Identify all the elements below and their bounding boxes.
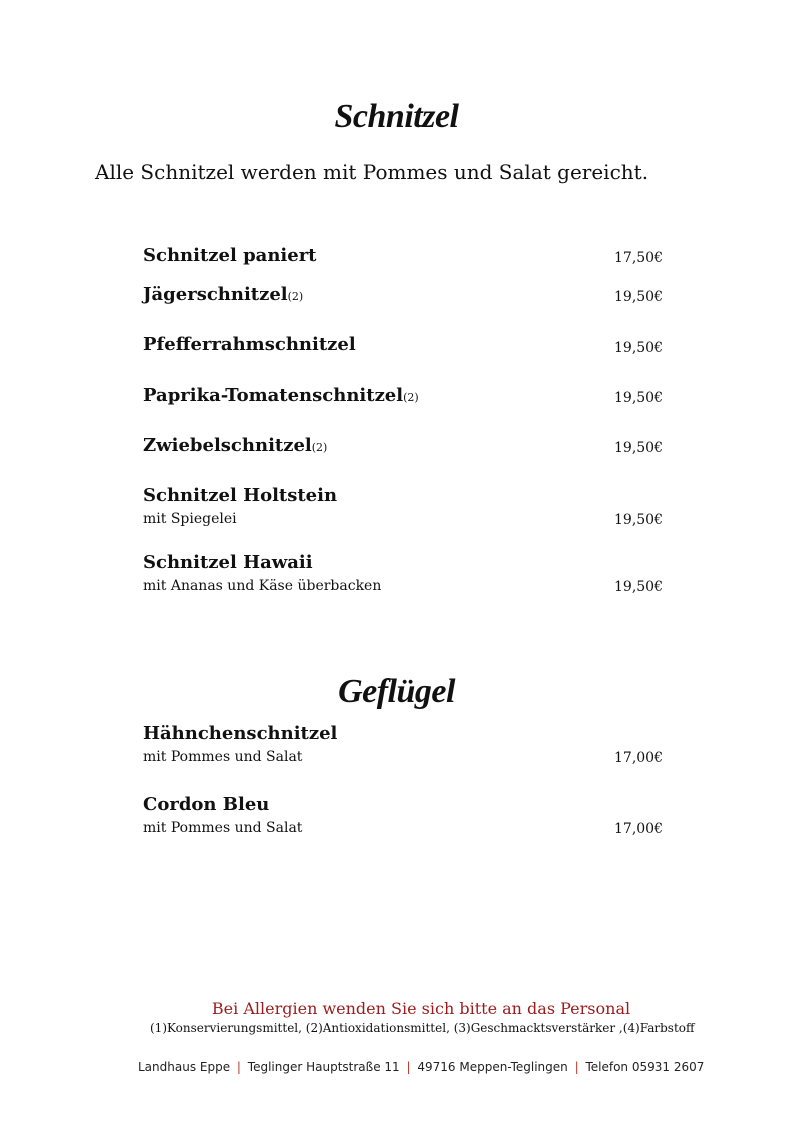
menu-item-name: Schnitzel Holtstein [143, 485, 338, 506]
footer-address [138, 1060, 704, 1074]
menu-item-description: mit Pommes und Salat [143, 820, 303, 836]
menu-item-price: 19,50€ [614, 440, 663, 456]
footer-separator: | [236, 1060, 241, 1074]
footer-city: 49716 Meppen-Teglingen [417, 1060, 568, 1074]
menu-item-name: Hähnchenschnitzel [143, 723, 338, 744]
menu-item-name: Schnitzel paniert [143, 245, 317, 266]
footer-separator: | [406, 1060, 411, 1074]
menu-item-description: mit Spiegelei [143, 511, 237, 527]
menu-item-price: 19,50€ [614, 340, 663, 356]
menu-item-price: 19,50€ [614, 390, 663, 406]
section-heading-schnitzel: Schnitzel [334, 98, 459, 135]
menu-item-description: mit Ananas und Käse überbacken [143, 578, 382, 594]
footer-separator: | [574, 1060, 579, 1074]
menu-item-price: 17,00€ [614, 821, 663, 837]
allergy-notice: Bei Allergien wenden Sie sich bitte an das Personal [211, 999, 631, 1018]
menu-item-name: Pfefferrahmschnitzel [143, 334, 356, 355]
section-heading-gefluegel: Geflügel [338, 673, 455, 710]
footer-name: Landhaus Eppe [138, 1060, 231, 1074]
section-subtitle: Alle Schnitzel werden mit Pommes und Salat gereicht. [95, 160, 649, 184]
menu-item-price: 19,50€ [614, 512, 663, 528]
menu-item-price: 17,50€ [614, 250, 663, 266]
menu-item-price: 19,50€ [614, 289, 663, 305]
menu-item-price: 19,50€ [614, 579, 663, 595]
menu-item-name: Paprika-Tomatenschnitzel(2) [143, 385, 419, 406]
footer-phone: Telefon 05931 2607 [585, 1060, 705, 1074]
menu-item-name: Jägerschnitzel(2) [143, 284, 304, 305]
footer-street: Teglinger Hauptstraße 11 [247, 1060, 400, 1074]
additive-note: (2) [311, 441, 328, 454]
additive-note: (2) [403, 391, 419, 404]
menu-item-name: Schnitzel Hawaii [143, 552, 313, 573]
additives-legend: (1)Konservierungsmittel, (2)Antioxidationsmittel, (3)Geschmacktsverstärker ,(4)Farbstoff [150, 1021, 695, 1035]
menu-item-price: 17,00€ [614, 750, 663, 766]
additive-note: (2) [287, 290, 304, 303]
menu-item-description: mit Pommes und Salat [143, 749, 303, 765]
menu-item-name: Zwiebelschnitzel(2) [143, 435, 328, 456]
menu-item-name: Cordon Bleu [143, 794, 270, 815]
